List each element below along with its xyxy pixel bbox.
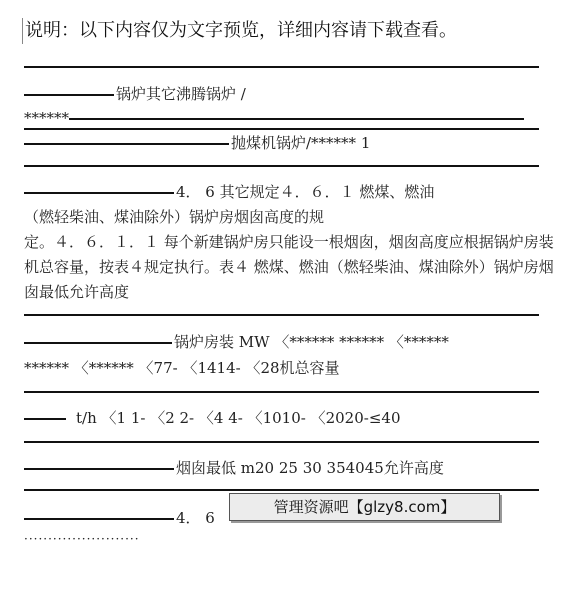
text-line	[24, 456, 554, 481]
divider-rule	[24, 128, 539, 130]
leader-dash	[24, 192, 174, 194]
text-line: （燃轻柴油、煤油除外）锅炉房烟囱高度的规	[24, 208, 325, 226]
preview-notice: 说明：以下内容仅为文字预览，详细内容请下载查看。	[22, 18, 565, 44]
text-line-content: t/h 〈1 1- 〈2 2- 〈4 4- 〈1010- 〈2020-≤40	[76, 409, 401, 427]
divider-rule	[24, 165, 539, 167]
leader-dash	[24, 518, 174, 520]
leader-dash	[24, 342, 172, 344]
text-line-content: ******	[24, 109, 69, 127]
text-line	[24, 82, 554, 107]
divider-rule	[24, 441, 539, 443]
leader-dash	[69, 118, 524, 120]
text-line-content: 抛煤机锅炉/****** 1	[231, 134, 371, 152]
text-line-content: 4． 6	[176, 509, 215, 527]
leader-dash	[24, 418, 66, 420]
divider-rule	[24, 66, 539, 68]
paragraph: 定。４．６．１．１ 每个新建锅炉房只能设一根烟囱，烟囱高度应根据锅炉房装机总容量，按表４规定执行。表４ 燃煤、燃油（燃轻柴油、煤油除外）锅炉房烟囱最低允许高度	[24, 233, 554, 301]
text-line-content: 4． 6 其它规定４．６．１ 燃煤、燃油	[176, 183, 435, 201]
text-line-content: 烟囱最低 m20 25 30 354045允许高度	[176, 459, 444, 477]
text-line	[24, 330, 554, 355]
divider-rule	[24, 489, 539, 491]
text-line	[24, 180, 554, 205]
dotted-leader: ························	[24, 532, 140, 546]
leader-dash	[24, 143, 229, 145]
text-line-content: 锅炉房装 MW 〈****** ****** 〈******	[174, 333, 449, 351]
text-line	[24, 131, 554, 156]
divider-rule	[24, 314, 539, 316]
leader-dash	[24, 94, 114, 96]
text-line	[24, 406, 554, 431]
leader-dash	[24, 468, 174, 470]
divider-rule	[24, 391, 539, 393]
text-line: ****** 〈****** 〈77- 〈1414- 〈28机总容量	[24, 359, 340, 377]
watermark-banner: 管理资源吧【glzy8.com】	[229, 493, 500, 521]
text-line-content: 锅炉其它沸腾锅炉 /	[116, 85, 246, 103]
